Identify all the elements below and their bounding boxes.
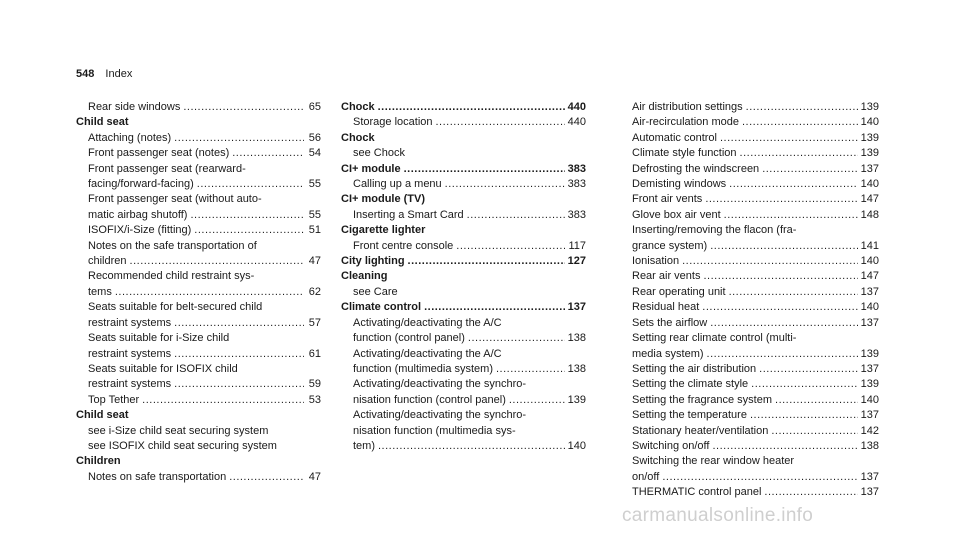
index-entry	[76, 254, 321, 269]
dot-leader	[130, 254, 304, 269]
index-column-1	[76, 100, 321, 485]
index-entry	[341, 316, 586, 331]
entry-text: Demisting windows	[632, 178, 727, 191]
page-reference: 383	[567, 162, 586, 175]
index-entry	[632, 177, 879, 192]
index-entry	[76, 100, 321, 115]
index-entry	[632, 115, 879, 130]
page-reference: 140	[860, 116, 879, 129]
index-heading	[76, 115, 321, 130]
entry-text: Residual heat	[632, 301, 700, 314]
page-reference: 137	[860, 316, 879, 329]
page-reference: 117	[568, 239, 586, 252]
dot-leader	[197, 177, 304, 192]
entry-text: Notes on the safe transportation of	[88, 239, 257, 252]
dot-leader	[705, 192, 857, 207]
page-reference: 139	[860, 147, 879, 160]
page-reference: 47	[308, 470, 321, 483]
entry-text: restraint systems	[88, 378, 172, 391]
entry-text: see ISOFIX child seat securing system	[88, 439, 277, 452]
entry-text: Cigarette lighter	[341, 224, 426, 237]
dot-leader	[436, 115, 565, 130]
index-entry	[632, 162, 879, 177]
page-reference: 137	[860, 362, 879, 375]
index-entry	[341, 424, 586, 439]
dot-leader	[764, 485, 857, 500]
entry-text: Rear air vents	[632, 270, 701, 283]
page-reference: 140	[567, 439, 586, 452]
index-entry	[632, 223, 879, 238]
entry-text: Front passenger seat (without auto-	[88, 193, 262, 206]
entry-text: Top Tether	[88, 393, 140, 406]
dot-leader	[229, 470, 304, 485]
index-entry	[76, 269, 321, 284]
index-entry	[632, 239, 879, 254]
entry-text: restraint systems	[88, 316, 172, 329]
entry-text: Setting the fragrance system	[632, 393, 773, 406]
entry-text: grance system)	[632, 239, 708, 252]
page-reference: 137	[860, 470, 879, 483]
dot-leader	[729, 177, 857, 192]
page-reference: 141	[860, 239, 879, 252]
index-entry	[632, 208, 879, 223]
entry-text: media system)	[632, 347, 704, 360]
dot-leader	[496, 362, 565, 377]
entry-text: Switching on/off	[632, 439, 710, 452]
entry-text: Automatic control	[632, 131, 717, 144]
dot-leader	[424, 300, 565, 315]
dot-leader	[775, 393, 858, 408]
index-entry	[341, 239, 586, 254]
dot-leader	[682, 254, 858, 269]
entry-text: Cleaning	[341, 270, 388, 283]
dot-leader	[445, 177, 565, 192]
entry-text: CI+ module (TV)	[341, 193, 426, 206]
dot-leader	[746, 100, 858, 115]
entry-text: Front centre console	[353, 239, 454, 252]
index-entry	[76, 162, 321, 177]
index-heading	[341, 100, 586, 115]
page-reference: 139	[860, 378, 879, 391]
entry-text: Seats suitable for i-Size child	[88, 332, 230, 345]
page-reference: 147	[860, 270, 879, 283]
page-reference: 139	[860, 101, 879, 113]
page-reference: 137	[860, 162, 879, 175]
dot-leader	[509, 393, 565, 408]
entry-text: Calling up a menu	[353, 178, 442, 191]
index-entry	[76, 470, 321, 485]
index-entry	[76, 177, 321, 192]
page-reference: 383	[567, 208, 586, 221]
index-entry	[341, 439, 586, 454]
entry-text: Ionisation	[632, 255, 680, 268]
page-reference: 138	[860, 439, 879, 452]
index-entry	[632, 454, 879, 469]
index-entry	[76, 239, 321, 254]
entry-text: Stationary heater/ventilation	[632, 424, 769, 437]
entry-text: Rear side windows	[88, 101, 181, 113]
dot-leader	[467, 208, 565, 223]
entry-text: Activating/deactivating the A/C	[353, 347, 502, 360]
index-entry	[632, 377, 879, 392]
entry-text: City lighting	[341, 255, 405, 268]
index-entry	[632, 300, 879, 315]
index-heading	[341, 223, 586, 238]
dot-leader	[174, 131, 304, 146]
index-entry	[632, 100, 879, 115]
page-reference: 440	[567, 116, 586, 129]
index-entry	[76, 208, 321, 223]
entry-text: Notes on safe transportation	[88, 470, 227, 483]
page-reference: 55	[308, 208, 321, 221]
page-reference: 148	[860, 208, 879, 221]
entry-text: see i-Size child seat securing system	[88, 424, 269, 437]
index-column-2	[341, 100, 586, 454]
page-reference: 139	[860, 347, 879, 360]
dot-leader	[742, 115, 858, 130]
entry-text: tem)	[353, 439, 375, 452]
page-reference: 140	[860, 393, 879, 406]
index-entry	[76, 377, 321, 392]
index-entry	[632, 331, 879, 346]
page-reference: 53	[308, 393, 321, 406]
index-entry	[341, 208, 586, 223]
index-entry	[76, 146, 321, 161]
page-reference: 51	[308, 224, 321, 237]
page-reference: 140	[860, 255, 879, 268]
index-entry	[76, 424, 321, 439]
dot-leader	[378, 100, 565, 115]
dot-leader	[729, 285, 858, 300]
entry-text: Inserting/removing the flacon (fra-	[632, 224, 797, 237]
index-entry	[632, 393, 879, 408]
entry-text: facing/forward-facing)	[88, 178, 194, 191]
entry-text: CI+ module	[341, 162, 401, 175]
entry-text: matic airbag shutoff)	[88, 208, 188, 221]
index-entry	[341, 285, 586, 300]
index-entry	[341, 146, 586, 161]
page-reference: 139	[567, 393, 586, 406]
dot-leader	[190, 208, 304, 223]
dot-leader	[468, 331, 565, 346]
page-reference: 140	[860, 301, 879, 314]
dot-leader	[724, 208, 858, 223]
index-entry	[76, 131, 321, 146]
dot-leader	[702, 300, 857, 315]
page-reference: 57	[308, 316, 321, 329]
page-reference: 127	[567, 255, 586, 268]
dot-leader	[740, 146, 858, 161]
entry-text: Front air vents	[632, 193, 703, 206]
index-heading	[341, 192, 586, 207]
entry-text: function (multimedia system)	[353, 362, 493, 375]
dot-leader	[751, 377, 857, 392]
page-reference: 383	[567, 178, 586, 191]
index-entry	[632, 316, 879, 331]
index-entry	[632, 131, 879, 146]
dot-leader	[232, 146, 304, 161]
index-heading	[341, 300, 586, 315]
dot-leader	[456, 239, 565, 254]
dot-leader	[174, 347, 304, 362]
dot-leader	[174, 316, 304, 331]
page-reference: 59	[308, 378, 321, 391]
entry-text: tems	[88, 285, 112, 298]
index-entry	[76, 285, 321, 300]
entry-text: function (control panel)	[353, 332, 465, 345]
index-entry	[632, 254, 879, 269]
entry-text: Setting the climate style	[632, 378, 749, 391]
page-reference: 137	[567, 301, 586, 314]
entry-text: Children	[76, 455, 121, 468]
index-entry	[76, 393, 321, 408]
page-reference: 140	[860, 178, 879, 191]
page-reference: 440	[567, 101, 586, 113]
index-entry	[341, 347, 586, 362]
index-entry	[341, 408, 586, 423]
entry-text: on/off	[632, 470, 660, 483]
index-heading	[341, 269, 586, 284]
page-reference: 138	[567, 332, 586, 345]
watermark: carmanualsonline.info	[622, 505, 814, 526]
dot-leader	[378, 439, 565, 454]
index-entry	[341, 393, 586, 408]
entry-text: Recommended child restraint sys-	[88, 270, 255, 283]
entry-text: Child seat	[76, 116, 129, 129]
entry-text: Rear operating unit	[632, 285, 726, 298]
dot-leader	[720, 131, 858, 146]
index-entry	[632, 192, 879, 207]
entry-text: see Chock	[353, 147, 405, 160]
page-reference: 61	[308, 347, 321, 360]
entry-text: see Care	[353, 285, 398, 298]
entry-text: Sets the airflow	[632, 316, 708, 329]
index-entry	[632, 285, 879, 300]
dot-leader	[404, 162, 565, 177]
index-entry	[632, 485, 879, 500]
dot-leader	[194, 223, 304, 238]
entry-text: restraint systems	[88, 347, 172, 360]
page-reference: 56	[308, 131, 321, 144]
page-reference: 142	[860, 424, 879, 437]
dot-leader	[712, 439, 857, 454]
index-entry	[76, 300, 321, 315]
page-reference: 54	[308, 147, 321, 160]
dot-leader	[408, 254, 565, 269]
index-column-3	[632, 100, 879, 501]
dot-leader	[710, 239, 857, 254]
dot-leader	[762, 162, 857, 177]
index-entry	[76, 331, 321, 346]
index-entry	[632, 347, 879, 362]
dot-leader	[115, 285, 304, 300]
index-entry	[341, 177, 586, 192]
entry-text: Attaching (notes)	[88, 131, 172, 144]
index-entry	[76, 347, 321, 362]
entry-text: nisation function (multimedia sys-	[353, 424, 516, 437]
entry-text: Activating/deactivating the synchro-	[353, 409, 527, 422]
index-entry	[632, 408, 879, 423]
entry-text: nisation function (control panel)	[353, 393, 506, 406]
entry-text: Chock	[341, 101, 375, 113]
page-reference: 62	[308, 285, 321, 298]
index-heading	[341, 254, 586, 269]
page-reference: 55	[308, 178, 321, 191]
entry-text: Air distribution settings	[632, 101, 743, 113]
dot-leader	[710, 316, 857, 331]
index-entry	[341, 115, 586, 130]
index-entry	[76, 192, 321, 207]
index-entry	[632, 470, 879, 485]
entry-text: Air-recirculation mode	[632, 116, 739, 129]
entry-text: Front passenger seat (rearward-	[88, 162, 246, 175]
page-reference: 137	[860, 409, 879, 422]
index-entry	[632, 439, 879, 454]
dot-leader	[183, 100, 304, 115]
index-entry	[76, 316, 321, 331]
index-entry	[341, 331, 586, 346]
index-heading	[341, 131, 586, 146]
page-reference: 137	[860, 486, 879, 499]
dot-leader	[142, 393, 304, 408]
index-entry	[76, 223, 321, 238]
dot-leader	[750, 408, 858, 423]
entry-text: Climate control	[341, 301, 422, 314]
index-heading	[341, 162, 586, 177]
entry-text: THERMATIC control panel	[632, 486, 762, 499]
index-entry	[632, 424, 879, 439]
page-reference: 147	[860, 193, 879, 206]
page-number: 548	[76, 68, 95, 80]
dot-leader	[771, 424, 857, 439]
entry-text: Activating/deactivating the synchro-	[353, 378, 527, 391]
dot-leader	[662, 470, 857, 485]
page-header	[76, 68, 132, 80]
index-entry	[76, 439, 321, 454]
page-reference: 137	[860, 285, 879, 298]
page-reference: 65	[308, 101, 321, 113]
index-entry	[341, 362, 586, 377]
entry-text: Child seat	[76, 409, 129, 422]
entry-text: Seats suitable for ISOFIX child	[88, 362, 238, 375]
entry-text: Chock	[341, 131, 375, 144]
dot-leader	[174, 377, 304, 392]
page-reference: 138	[567, 362, 586, 375]
entry-text: Setting the temperature	[632, 409, 747, 422]
dot-leader	[759, 362, 858, 377]
entry-text: Defrosting the windscreen	[632, 162, 760, 175]
entry-text: Storage location	[353, 116, 433, 129]
entry-text: Climate style function	[632, 147, 737, 160]
index-entry	[341, 377, 586, 392]
index-entry	[632, 269, 879, 284]
entry-text: Setting rear climate control (multi-	[632, 332, 797, 345]
index-entry	[632, 362, 879, 377]
entry-text: Seats suitable for belt-secured child	[88, 301, 263, 314]
entry-text: Activating/deactivating the A/C	[353, 316, 502, 329]
section-title: Index	[105, 68, 133, 80]
dot-leader	[707, 347, 858, 362]
page-reference: 139	[860, 131, 879, 144]
entry-text: Inserting a Smart Card	[353, 208, 464, 221]
entry-text: ISOFIX/i-Size (fitting)	[88, 224, 192, 237]
index-entry	[76, 362, 321, 377]
entry-text: Switching the rear window heater	[632, 455, 795, 468]
entry-text: Setting the air distribution	[632, 362, 757, 375]
entry-text: Front passenger seat (notes)	[88, 147, 230, 160]
index-heading	[76, 408, 321, 423]
index-heading	[76, 454, 321, 469]
index-entry	[632, 146, 879, 161]
page-reference: 47	[308, 255, 321, 268]
entry-text: Glove box air vent	[632, 208, 721, 221]
entry-text: children	[88, 255, 127, 268]
dot-leader	[703, 269, 857, 284]
